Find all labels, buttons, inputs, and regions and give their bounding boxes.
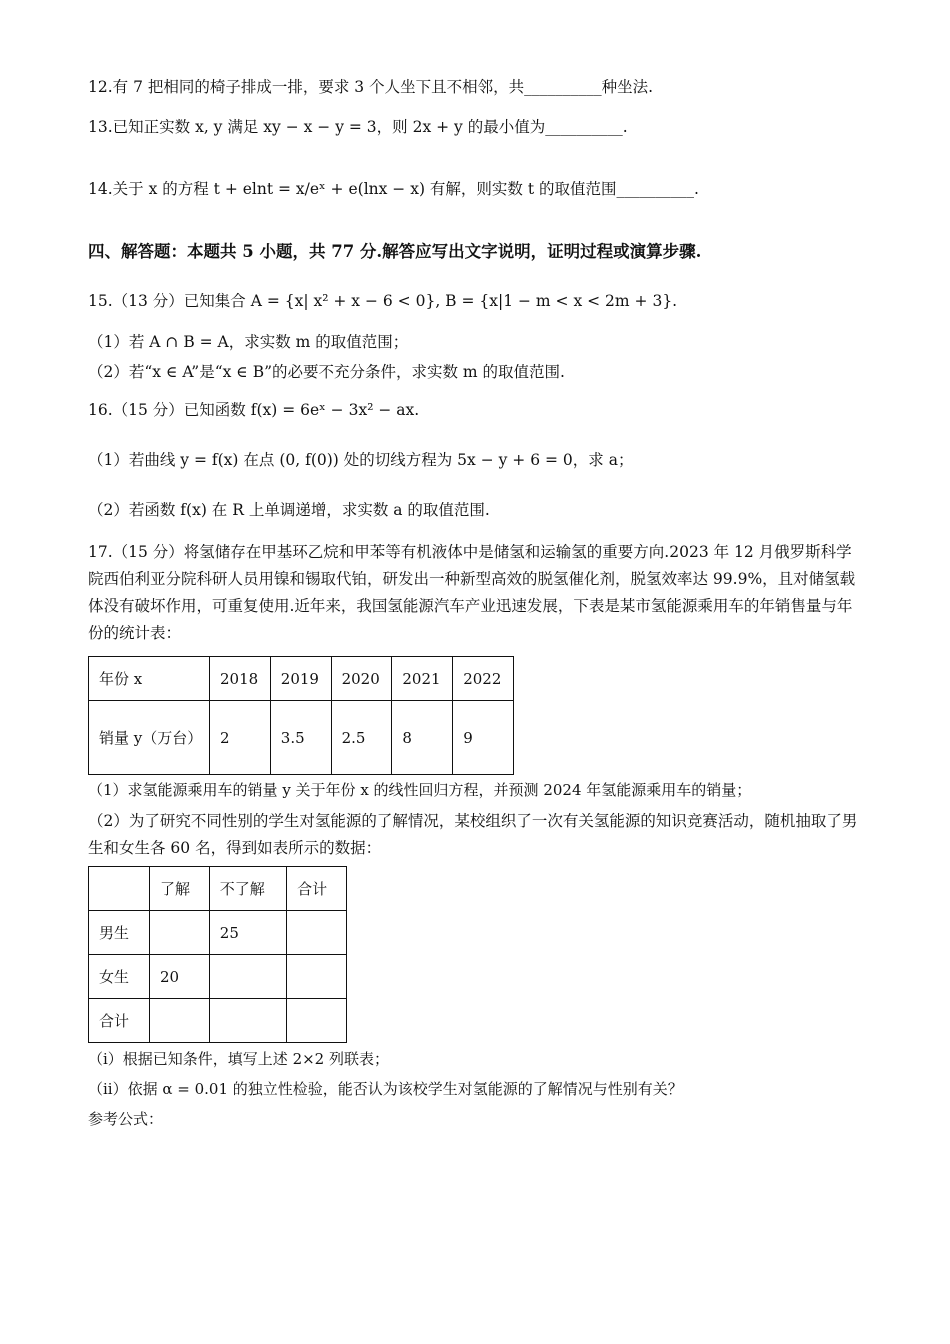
contingency-table [88, 866, 347, 1043]
table-row [89, 955, 347, 999]
question-15-part-1: （1）若 A ∩ B = A，求实数 m 的取值范围； [88, 333, 409, 351]
question-17-sub-ii: （ii）依据 α = 0.01 的独立性检验，能否认为该校学生对氢能源的了解情况与性别有关？ [88, 1080, 683, 1098]
header-cell [89, 867, 150, 911]
question-17-part-2: （2）为了研究不同性别的学生对氢能源的了解情况，某校组织了一次有关氢能源的知识竞赛活动，随机抽取了男生和女生各 60 名，得到如表所示的数据： [88, 812, 858, 857]
year-cell: 2021 [392, 657, 453, 701]
row-label: 合计 [89, 999, 150, 1043]
question-13: 13.已知正实数 x, y 满足 xy − x − y = 3，则 2x + y 的最小值为__________. [88, 118, 628, 136]
table-cell [287, 955, 347, 999]
question-14: 14.关于 x 的方程 t + elnt = x/eˣ + e(lnx − x) 有解，则实数 t 的取值范围__________. [88, 180, 699, 198]
table-row [89, 657, 514, 701]
question-16-stem: 16.（15 分）已知函数 f(x) = 6eˣ − 3x² − ax. [88, 401, 420, 419]
question-16-part-1: （1）若曲线 y = f(x) 在点 (0, f(0)) 处的切线方程为 5x − y + 6 = 0，求 a； [88, 451, 634, 469]
question-15-stem: 15.（13 分）已知集合 A = {x| x² + x − 6 < 0}, B = {x|1 − m < x < 2m + 3}. [88, 292, 678, 310]
header-cell: 不了解 [209, 867, 286, 911]
table-cell [150, 999, 210, 1043]
table-row [89, 911, 347, 955]
year-cell: 2018 [210, 657, 271, 701]
table-row [89, 867, 347, 911]
section-heading: 四、解答题：本题共 5 小题，共 77 分.解答应写出文字说明，证明过程或演算步骤. [88, 242, 702, 261]
table-cell [287, 999, 347, 1043]
table-cell [150, 911, 210, 955]
table-row [89, 701, 514, 775]
table-cell [287, 911, 347, 955]
question-17-stem: 17.（15 分）将氢储存在甲基环乙烷和甲苯等有机液体中是储氢和运输氢的重要方向.2023 年 12 月俄罗斯科学院西伯利亚分院科研人员用镍和锡取代铂，研发出一种新型高效的脱氢催化剂，脱氢效率达 99.9%，且对储氢载体没有破坏作用，可重复使用.近年来，我国氢能源汽车产业迅速发展，下表是某市氢能源乘用车的年销售量与年份的统计表： [88, 543, 856, 642]
sales-cell: 8 [392, 701, 453, 775]
header-cell: 合计 [287, 867, 347, 911]
table-cell: 25 [209, 911, 286, 955]
year-cell: 2020 [331, 657, 392, 701]
sales-cell: 3.5 [270, 701, 331, 775]
row-header-sales: 销量 y（万台） [89, 701, 210, 775]
table-cell [209, 955, 286, 999]
question-12: 12.有 7 把相同的椅子排成一排，要求 3 个人坐下且不相邻，共__________种坐法. [88, 78, 654, 96]
sales-table [88, 656, 514, 775]
sales-cell: 2.5 [331, 701, 392, 775]
row-label: 女生 [89, 955, 150, 999]
year-cell: 2022 [453, 657, 514, 701]
table-row [89, 999, 347, 1043]
reference-formula-label: 参考公式： [88, 1110, 164, 1128]
row-label: 男生 [89, 911, 150, 955]
year-cell: 2019 [270, 657, 331, 701]
table-cell [209, 999, 286, 1043]
question-17-part-1: （1）求氢能源乘用车的销量 y 关于年份 x 的线性回归方程，并预测 2024 年氢能源乘用车的销量； [88, 781, 752, 799]
question-15-part-2: （2）若“x ∈ A”是“x ∈ B”的必要不充分条件，求实数 m 的取值范围. [88, 363, 565, 381]
sales-cell: 2 [210, 701, 271, 775]
header-cell: 了解 [150, 867, 210, 911]
question-17-sub-i: （i）根据已知条件，填写上述 2×2 列联表； [88, 1050, 389, 1068]
table-cell: 20 [150, 955, 210, 999]
row-header-year: 年份 x [89, 657, 210, 701]
question-16-part-2: （2）若函数 f(x) 在 R 上单调递增，求实数 a 的取值范围. [88, 501, 490, 519]
sales-cell: 9 [453, 701, 514, 775]
